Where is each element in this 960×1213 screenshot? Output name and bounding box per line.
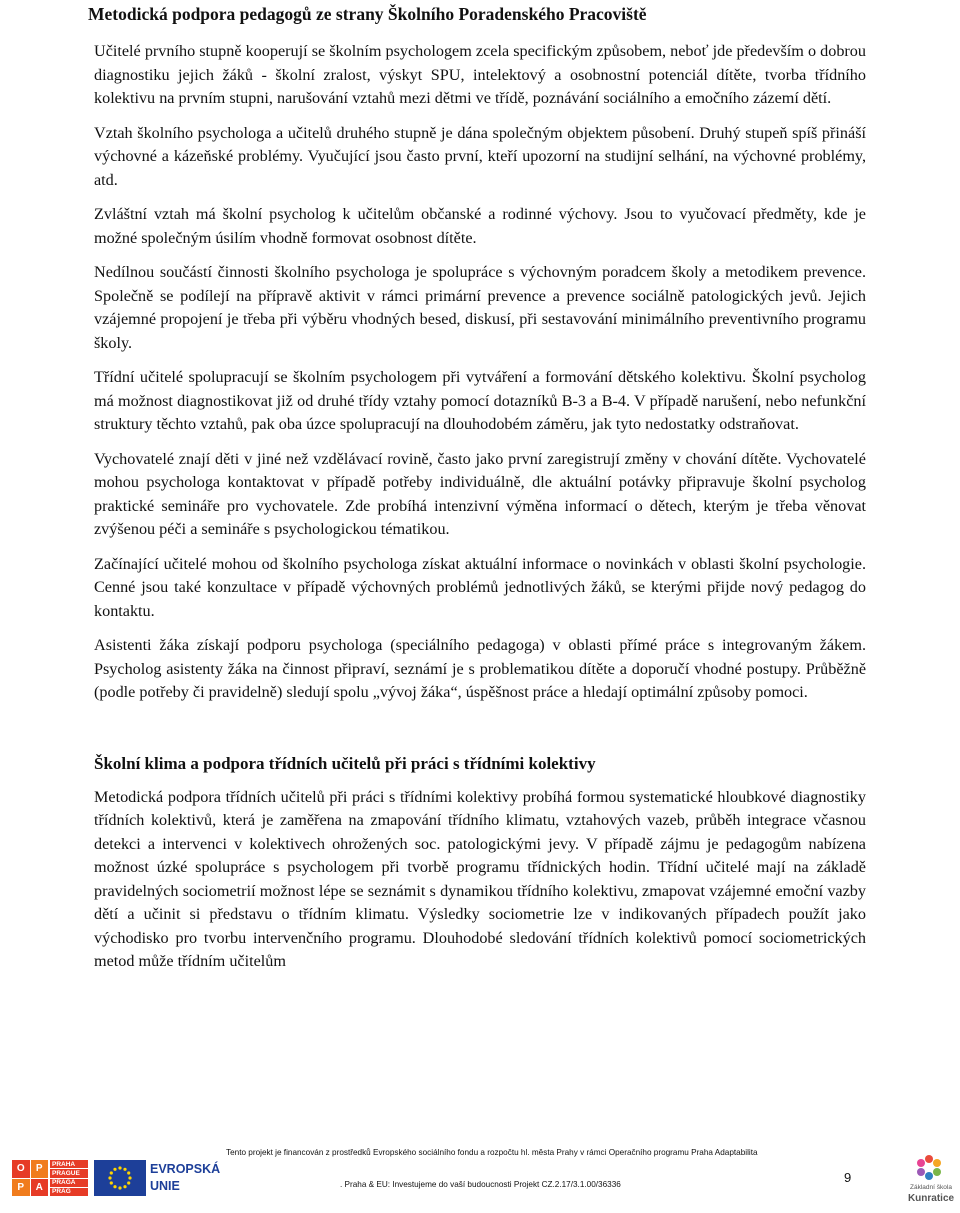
opp-logo-letter: P	[12, 1179, 30, 1197]
school-logo-icon	[908, 1152, 950, 1182]
document-body	[94, 40, 866, 985]
eu-flag-icon	[94, 1160, 146, 1196]
page-title: Metodická podpora pedagogů ze strany Školního Poradenského Pracoviště	[88, 4, 647, 24]
eu-label	[150, 1161, 220, 1195]
paragraph-prevention: Nedílnou součástí činnosti školního psychologa je spolupráce s výchovným poradcem školy a metodikem prevence. Společně se podílejí na přípravě aktivit v rámci primární prevence a prevence sociálně patologických jevů. Jejich vzájemné propojení je třeba při výběru vhodných besed, diskusí, při sestavování minimálního preventivního programu školy.	[94, 263, 866, 352]
paragraph-first-grade-teachers: Učitelé prvního stupně kooperují se školním psychologem zcela specifickým způsobem, neboť jde především o dobrou diagnostiku jejich žáků - školní zralost, výskyt SPU, intelektový a osobnostní potenciál dítěte, tvorba třídního kolektivu na prvním stupni, narušování vztahů mezi dětmi ve třídě, poznávání sociálního a emočního zázemí dětí.	[94, 42, 866, 107]
paragraph-class-teachers: Třídní učitelé spolupracují se školním psychologem při vytváření a formování dětského kolektivu. Školní psycholog má možnost diagnostikovat již od druhé třídy vztahy pomocí dotazníků B-3 a B-4. V případě narušení, nebo nefunkční struktury těchto vztahů, pak oba úzce spolupracují na dlouhodobém záměru, jak tyto nedostatky odstraňovat.	[94, 368, 866, 433]
praha-logo-row: PRAHA	[50, 1160, 88, 1168]
paragraph-second-grade-teachers: Vztah školního psychologa a učitelů druhého stupně je dána společným objektem působení. Druhý stupeň spíš přináší výchovné a kázeňské problémy. Vyučující jsou často první, kteří upozorní na studijní selhání, na výchovné problémy, atd.	[94, 123, 866, 189]
opp-logo-letter: A	[31, 1179, 49, 1197]
paragraph-assistants: Asistenti žáka získají podporu psychologa (speciálního pedagoga) v oblasti přímé práce s integrovaným žákem. Psycholog asistenty žáka na činnost připraví, seznámí je s problematikou dítěte a doporučí vhodné postupy. Průběžně (podle potřeby či pravidelně) sledují spolu „vývoj žáka“, úspěšnost práce a hledají optimální způsoby pomoci.	[94, 636, 866, 701]
praha-logo-row: PRAG	[50, 1188, 88, 1196]
opp-logo-letter: P	[31, 1160, 49, 1178]
paragraph-class-climate: Metodická podpora třídních učitelů při práci s třídními kolektivy probíhá formou systematické hloubkové diagnostiky třídních kolektivů, která je zaměřena na zmapování třídního klimatu, vztahových vazeb, průběh integrace včasnou detekci a intervenci v kolektivech ohrožených soc. patologickými jevy. V případě zájmu je pedagogům nabízena možnost úzké spolupráce s psychologem při tvorbě programu třídnických hodin. Třídní učitelé mají na základě pravidelných sociometrií možnost lépe se seznámit s dynamikou třídního kolektivu, zmapovat vzájemné emoční vazby dětí a učinit si představu o třídním klimatu. Výsledky sociometrie lze v indikovaných případech použít jako východisko pro tvorbu intervenčního programu. Dlouhodobé sledování třídních kolektivů pomocí sociometrických metod může třídním učitelům	[94, 787, 866, 970]
school-name-line2: Kunratice	[907, 1193, 955, 1204]
eu-label-line1: EVROPSKÁ	[150, 1162, 221, 1176]
paragraph-new-teachers: Začínající učitelé mohou od školního psychologa získat aktuální informace o novinkách v oblasti školní psychologie. Cenné jsou také konzultace v případě výchovných problémů jednotlivých žáků, se kterými přijde nový pedagog do kontaktu.	[94, 554, 866, 620]
praha-logo	[50, 1160, 88, 1196]
page-number: 9	[844, 1170, 852, 1185]
section-heading: Školní klima a podpora třídních učitelů při práci s třídními kolektivy	[94, 753, 596, 773]
eu-label-line2: UNIE	[150, 1179, 180, 1193]
page-footer	[0, 1138, 960, 1213]
funding-note: Tento projekt je financován z prostředků Evropského sociálního fondu a rozpočtu hl. města Prahy v rámci Operačního programu Praha Adaptabilita	[226, 1148, 758, 1157]
paragraph-educators: Vychovatelé znají děti v jiné než vzdělávací rovině, často jako první zaregistrují změny v chování dítěte. Vychovatelé mohou psychologa kontaktovat v případě potřeby individuálně, dle aktuální potávky připravuje školní psycholog praktické semináře pro vychovatele. Zde probíhá intenzivní výměna informací o dětech, kterým je třeba věnovat zvýšenou péči a semináře s psychologickou tématikou.	[94, 449, 866, 538]
opp-logo	[12, 1160, 48, 1196]
school-name-line1: Základní škola	[910, 1184, 952, 1191]
project-note: . Praha & EU: Investujeme do vaší budoucnosti Projekt CZ.2.17/3.1.00/36336	[340, 1180, 621, 1189]
paragraph-civic-education: Zvláštní vztah má školní psycholog k učitelům občanské a rodinné výchovy. Jsou to vyučovací předměty, kde je možné společným úsilím vhodně formovat osobnost dítěte.	[94, 205, 866, 247]
praha-logo-row: PRAGUE	[50, 1169, 88, 1177]
praha-logo-row: PRAGA	[50, 1179, 88, 1187]
opp-logo-letter: O	[12, 1160, 30, 1178]
